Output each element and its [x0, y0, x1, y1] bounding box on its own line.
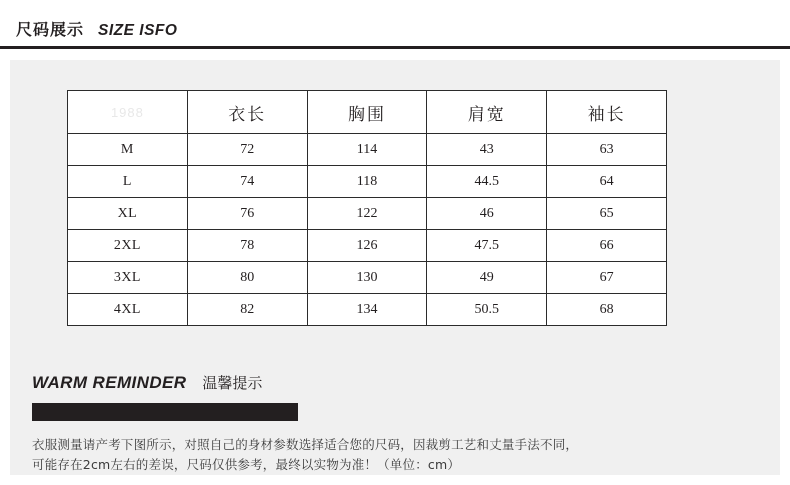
table-cell-length: 72 [187, 134, 307, 166]
table-header-cell-0: 1988 [68, 91, 188, 134]
table-cell-shoulder: 43 [427, 134, 547, 166]
table-cell-size: 2XL [68, 230, 188, 262]
table-cell-size: XL [68, 198, 188, 230]
table-cell-sleeve: 64 [547, 166, 667, 198]
table-row [68, 198, 667, 230]
table-cell-sleeve: 65 [547, 198, 667, 230]
table-cell-bust: 134 [307, 294, 427, 326]
table-cell-bust: 114 [307, 134, 427, 166]
table-cell-shoulder: 49 [427, 262, 547, 294]
reminder-title-cn: 温馨提示 [202, 374, 263, 392]
table-cell-bust: 130 [307, 262, 427, 294]
table-row [68, 262, 667, 294]
table-cell-shoulder: 50.5 [427, 294, 547, 326]
size-table [67, 90, 667, 326]
table-cell-size: 4XL [68, 294, 188, 326]
table-cell-length: 80 [187, 262, 307, 294]
table-header-cell-2: 胸围 [307, 91, 427, 134]
page-header [0, 0, 790, 52]
page-title-en: SIZE ISFO [98, 22, 178, 39]
page-title-cn: 尺码展示 [16, 20, 85, 39]
size-table-body [68, 134, 667, 326]
reminder-accent-bar [32, 403, 298, 421]
table-row [68, 230, 667, 262]
table-cell-sleeve: 68 [547, 294, 667, 326]
header-divider [0, 46, 790, 49]
table-cell-bust: 122 [307, 198, 427, 230]
table-cell-shoulder: 47.5 [427, 230, 547, 262]
reminder-line-1: 衣服测量请产考下图所示，对照自己的身材参数选择适合您的尺码，因裁剪工艺和丈量手法不同， [32, 437, 579, 452]
size-table-container [67, 90, 667, 326]
table-cell-length: 82 [187, 294, 307, 326]
table-cell-bust: 126 [307, 230, 427, 262]
table-header-cell-4: 袖长 [547, 91, 667, 134]
reminder-title-en: WARM REMINDER [32, 373, 187, 392]
table-row [68, 294, 667, 326]
table-row [68, 166, 667, 198]
table-cell-sleeve: 67 [547, 262, 667, 294]
table-cell-length: 78 [187, 230, 307, 262]
table-header-cell-1: 衣长 [187, 91, 307, 134]
table-header-cell-3: 肩宽 [427, 91, 547, 134]
table-cell-shoulder: 44.5 [427, 166, 547, 198]
table-cell-sleeve: 63 [547, 134, 667, 166]
table-cell-shoulder: 46 [427, 198, 547, 230]
size-table-head [68, 91, 667, 134]
table-cell-length: 74 [187, 166, 307, 198]
reminder-line-2: 可能存在2cm左右的差误，尺码仅供参考，最终以实物为准！（单位：cm） [32, 457, 461, 472]
table-cell-size: 3XL [68, 262, 188, 294]
table-cell-length: 76 [187, 198, 307, 230]
content-panel [10, 60, 780, 475]
table-header-row [68, 91, 667, 134]
table-cell-sleeve: 66 [547, 230, 667, 262]
table-cell-size: M [68, 134, 188, 166]
reminder-titles [32, 372, 758, 393]
table-row [68, 134, 667, 166]
table-cell-size: L [68, 166, 188, 198]
table-cell-bust: 118 [307, 166, 427, 198]
reminder-body [32, 435, 758, 475]
warm-reminder-section [32, 372, 758, 475]
header-titles [16, 17, 177, 40]
